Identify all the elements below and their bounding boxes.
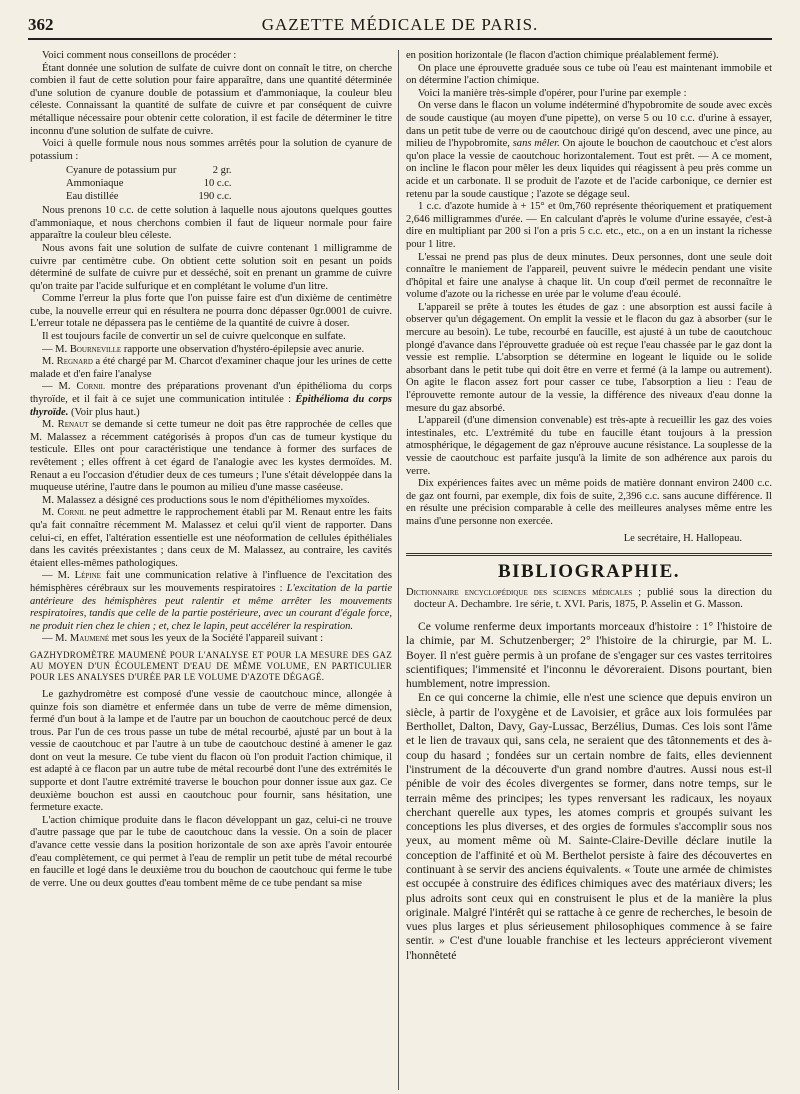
- formula-row: [66, 191, 232, 204]
- paragraph: Voici comment nous conseillons de procéder :: [42, 50, 237, 61]
- paragraph: Nous prenons 10 c.c. de cette solution à laquelle nous ajoutons quelques gouttes d'ammoniaque, et nous cherchons combien il faut de liqueur normale pour faire apparaître la couleur bleu céleste.: [30, 205, 392, 242]
- right-column: [406, 50, 772, 1090]
- section-subtitle: GAZHYDROMÈTRE MAUMENÉ POUR L'ANALYSE ET POUR LA MESURE DES GAZ AU MOYEN D'UN ÉCOULEMENT D'EAU DE MÊME VOLUME, EN PARTICULIER POUR LES ANALYSES D'URÉE PAR LE VOLUME D'AZOTE DÉGAGÉ.: [30, 649, 392, 682]
- paragraph: [30, 344, 392, 357]
- bibliography-heading: BIBLIOGRAPHIE.: [497, 561, 680, 583]
- paragraph: [30, 356, 392, 381]
- paragraph: Nous avons fait une solution de sulfate de cuivre contenant 1 milligramme de cuivre par centimètre cube. On obtient cette solution soit en pesant un poids déterminé de sulfate de cuivre pur et desséché, soit en prenant un gramme de cuivre qu'on traite par l'acide sulfurique et en complétant le volume d'un litre.: [30, 242, 392, 292]
- italic-text: sans mêler.: [512, 138, 560, 150]
- formula-row: [66, 178, 232, 191]
- speaker-name: M. Regnard: [42, 356, 93, 368]
- speaker-name: M. Cornil: [42, 507, 86, 519]
- paragraph: [406, 100, 772, 201]
- paragraph: Il est toujours facile de convertir un sel de cuivre quelconque en sulfate.: [42, 331, 346, 343]
- paragraph: Ce volume renferme deux importants morceaux d'histoire : 1° l'histoire de la chimie, par M. Schutzenberger; 2° l'histoire de la chirurgie, par M. L. Boyer. Il n'est guère permis à un profane de s'engager sur ces vastes territoires scientifiques; l'immensité et l'inconnu le dévoreraient. Disons pourtant, bien humblement, notre impression.: [406, 619, 772, 691]
- paragraph-text: fait une communication relative à l'influence de l'excitation des hémisphères cérébraux sur les mouvements respiratoires :: [30, 570, 392, 594]
- paragraph: Étant donnée une solution de sulfate de cuivre dont on connaît le titre, on cherche combien il faut de cette solution pour faire apparaître, dans une quantité déterminée d'une solution de cyanure double de potassium et d'ammoniaque, la couleur bleu céleste. Connaissant la quantité de sulfate de cuivre et par conséquent de cuivre métallique nécessaire pour obtenir cette coloration, il est facile de déterminer le titre inconnu d'une solution de sulfate de cuivre.: [30, 62, 392, 137]
- page-header: [28, 12, 772, 40]
- formula-table: [66, 165, 232, 203]
- speaker-name: — M. Bourneville: [42, 343, 122, 355]
- paragraph: L'appareil se prête à toutes les études de gaz : une absorption est aussi facile à observer qu'un dégagement. On emplit la vessie et le flacon du gaz à absorber (sur le mercure au besoin). Le tube, recourbé en faucille, est ajusté à un tube de caoutchouc plongé d'avance dans l'éprouvette graduée où est reçue l'eau chassée par le gaz dont la vessie est remplie. L'absorption se détermine en logeant le liquide ou le solide absorbant dans le petit tube qui doit être en verre et fermé (à la lampe ou autrement). On agite le flacon assez fort pour casser ce tube, l'absorption a lieu : l'eau de l'éprouvette remonte autour de la vessie, la différence des niveaux d'eau donne la mesure du gaz absorbé.: [406, 301, 772, 414]
- paragraph: Comme l'erreur la plus forte que l'on puisse faire est d'un dixième de centimètre cube, la nouvelle erreur qui en résultera ne pourra donc dépasser 0gr.0001 de cuivre. L'erreur totale ne dépassera pas le centième de la quantité de cuivre à doser.: [30, 293, 392, 330]
- paragraph: [30, 633, 392, 646]
- formula-ingredient: Eau distillée: [66, 190, 119, 202]
- paragraph-text: montre des préparations provenant d'un épithélioma du corps thyroïde, et il fait à ce sujet une communication intitulée :: [30, 381, 392, 406]
- paragraph: Dix expériences faites avec un même poids de matière donnant environ 2400 c.c. de gaz ont fourni, par exemple, dix fois de suite, 2,396 c.c. sans aucune différence. Il en résulte une précision comparable à celle des meilleures analyses même entre les mains d'une personne non exercée.: [406, 478, 772, 527]
- bibliographic-reference: [406, 587, 772, 612]
- speaker-name: M. Renaut: [42, 419, 89, 431]
- section-divider: [406, 553, 772, 556]
- paragraph: [30, 570, 392, 633]
- paragraph-text: a été chargé par M. Charcot d'examiner chaque jour les urines de cette malade et d'en faire l'analyse: [30, 356, 392, 380]
- communication-title: Épithélioma du corps thyroïde.: [30, 394, 392, 418]
- paragraph: Voici à quelle formule nous nous sommes arrêtés pour la solution de cyanure de potassium :: [30, 138, 392, 162]
- reference-title: Dictionnaire encyclopédique des sciences médicales: [406, 586, 633, 598]
- formula-quantity: 190 c.c.: [198, 190, 232, 202]
- paragraph: [30, 381, 392, 419]
- paragraph-text: ne peut admettre le rapprochement établi par M. Renaut entre les faits qu'a fait connaître récemment M. Malassez et celui qu'il vient de rapporter. Dans celui-ci, en effet, l'altération essentielle est une néoformation de cellules épithéliales dans les cavités préexistantes ; dans ceux de M. Malassez, au contraire, les cavités étaient elles-mêmes pathologiques.: [30, 507, 392, 569]
- paragraph: 1 c.c. d'azote humide à + 15° et 0m,760 représente théoriquement et pratiquement 2,646 milligrammes d'urée. — En calculant d'après le volume d'urine essayée, c'est-à dire en multipliant par 200 si l'on a pris 5 c.c. etc., etc., on a en un instant la richesse pour 1 litre.: [406, 201, 772, 250]
- page-number: 362: [28, 15, 54, 34]
- speaker-name: — M. Maumené: [42, 633, 110, 645]
- paragraph-text: met sous les yeux de la Société l'appareil suivant :: [109, 633, 324, 645]
- paragraph: M. Malassez a désigné ces productions sous le nom d'épithéliomes myxoïdes.: [42, 494, 370, 506]
- paragraph-text: se demande si cette tumeur ne doit pas être rapprochée de celles que M. Malassez a récemment catégorisés à propos d'un cas de tumeur kystique du testicule. Elles ont pour caractéristique une tendance à former des surfaces de revêtement ; elles offrent à cet égard de l'analogie avec les kystes dermoïdes. M. Renaut a eu l'occasion d'étudier deux de ces tumeurs ; l'une s'était développée dans la muqueuse utérine, l'autre dans le poumon au milieu d'une masse caséeuse.: [30, 419, 392, 494]
- speaker-name: — M. Lépine: [42, 570, 101, 582]
- column-divider: [398, 50, 399, 1090]
- formula-ingredient: Ammoniaque: [66, 177, 124, 189]
- paragraph: Voici la manière très-simple d'opérer, pour l'urine par exemple :: [418, 87, 687, 99]
- paragraph-text: On verse dans le flacon un volume indéterminé d'hypobromite de soude avec excès de soude caustique (au moyen d'une pipette), on verse 5 ou 10 c.c. d'urine à essayer, dans un petit tube de verre ou de caoutchouc dirigé qu'on descend, avec une pince, au milieu de l'hypobromite,: [406, 100, 772, 150]
- speaker-name: — M. Cornil: [42, 381, 105, 393]
- formula-quantity: 2 gr.: [212, 165, 232, 177]
- paragraph-text: On ajoute le bouchon de caoutchouc et c'est alors qu'on place la vessie de caoutchouc horizontalement. Tout est prêt. — A ce moment, on incline le flacon pour mêler les deux liquides qui réagissent à peu près comme un acide et un carbonate. Il se produit de l'azote et de l'acide carbonique, ce dernier est retenu par la soude caustique ; l'azote se dégage seul.: [406, 138, 772, 200]
- paragraph: Le gazhydromètre est composé d'une vessie de caoutchouc mince, allongée à quinze fois son diamètre et enfermée dans un tube de verre de même dimension, fermé d'un bout à la lampe et de l'autre par un bouchon de caoutchouc percé de deux trous. Par l'un de ces trous passe un tube de métal recourbé, ajusté par un bout à la vessie de caoutchouc et par l'autre à un tube de caoutchouc destiné à amener le gaz dont on veut la mesure. Ce tube vient du flacon où l'on produit l'action chimique, il est adapté à ce flacon par un autre tube de métal recourbé dont l'une des extrémités le supporte et dont l'autre extrémité traverse le bouchon pour donner issue aux gaz. Ce deuxième bouchon est aussi en caoutchouc pour fournir, sans hésitation, une fermeture exacte.: [30, 688, 392, 814]
- journal-title: GAZETTE MÉDICALE DE PARIS.: [261, 15, 539, 34]
- italic-text: L'excitation de la partie antérieure des hémisphères peut ralentir et même arrêter les mouvements respiratoires, tandis que celle de la partie postérieure, avec un courant d'égale force, ne produit rien chez le chien ; et, chez le lapin, peut accélérer la respiration.: [30, 582, 392, 632]
- paragraph: [30, 507, 392, 570]
- secretary-signature: Le secrétaire, H. Hallopeau.: [623, 532, 742, 544]
- formula-quantity: 10 c.c.: [203, 177, 232, 189]
- paragraph: L'essai ne prend pas plus de deux minutes. Deux personnes, dont une seule doit connaître le maniement de l'appareil, peuvent suivre le médecin pendant une visite d'hôpital et faire une analyse à chaque lit. Un coup d'œil permet de reconnaître le volume d'azote ou la richesse en urée par le volume d'eau écoulé.: [406, 251, 772, 301]
- left-column: [30, 50, 392, 1090]
- formula-row: [66, 165, 232, 178]
- reference-details: ; publié sous la direction du docteur A. Dechambre. 1re série, t. XVI. Paris, 1875, P. Asselin et G. Masson.: [414, 586, 772, 611]
- paragraph: en position horizontale (le flacon d'action chimique préalablement fermé).: [406, 50, 719, 61]
- paragraph: L'action chimique produite dans le flacon développant un gaz, celui-ci ne trouve d'autre passage que par le tube de caoutchouc dans la vessie. On a soin de placer d'avance cette vessie dans la position horizontale de son axe après l'avoir entourée d'eau complètement, ce qui permet à l'eau de remplir un petit tube de métal recourbé en faucille et logé dans le deuxième trou du bouchon de caoutchouc qui ferme le tube de verre. Une ou deux gouttes d'eau tombent même de ce tube pendant sa mise: [30, 814, 392, 889]
- paragraph: En ce qui concerne la chimie, elle n'est une science que depuis environ un siècle, à partir de l'oxygène et de Lavoisier, et grâce aux lois formulées par Berthollet, Dalton, Davy, Gay-Lussac, Berzélius, Dumas. Ces lois sont l'âme et le lien de travaux qui, sans cela, ne seraient que des tâtonnements et des à-coup du hasard ; fondées sur un certain nombre de faits, elles deviennent l'instrument de la découverte d'un grand nombre d'autres. Aussi nous est-il pénible de voir des écoles divergentes se former, dans notre temps, sur le terrain même des principes; les types renversant les radicaux, les noyaux cherchant querelle aux types, les atomes compris et groupés suivant les conceptions les plus diverses, et des orgies de formules s'accomplir sous nos yeux, au moment même où M. Sainte-Claire-Deville déclare inutile la conception de l'affinité et où M. Berthelot persiste à faire des découvertes en continuant à se servir des anciens équivalents. « Toute une armée de chimistes est occupée à construire des édifices chimiques avec des matériaux divers; les plus adroits sont ceux qui en construisent le plus et de la manière la plus originale. Malgré l'intérêt qui se rattache à ce genre de recherches, le besoin de vues plus larges et plus sérieusement philosophiques commence à se faire sentir. » C'est d'une louable franchise et les lecteurs apprécieront vivement l'honnêteté: [406, 691, 772, 962]
- paragraph: [30, 419, 392, 495]
- paragraph: On place une éprouvette graduée sous ce tube où l'eau est maintenant immobile et on détermine l'action chimique.: [406, 62, 772, 87]
- formula-ingredient: Cyanure de potassium pur: [66, 165, 177, 177]
- paragraph-text: (Voir plus haut.): [68, 406, 140, 418]
- paragraph: L'appareil (d'une dimension convenable) est très-apte à recueillir les gaz des voies intestinales, etc. L'extrémité du tube en faucille étant toujours à la pression atmosphérique, le dégagement de gaz n'éprouve aucune résistance. La souplesse de la vessie de caoutchouc est parfaite jusqu'à la limite de son adhérence aux parois du verre.: [406, 415, 772, 477]
- paragraph-text: rapporte une observation d'hystéro-épilepsie avec anurie.: [121, 343, 365, 355]
